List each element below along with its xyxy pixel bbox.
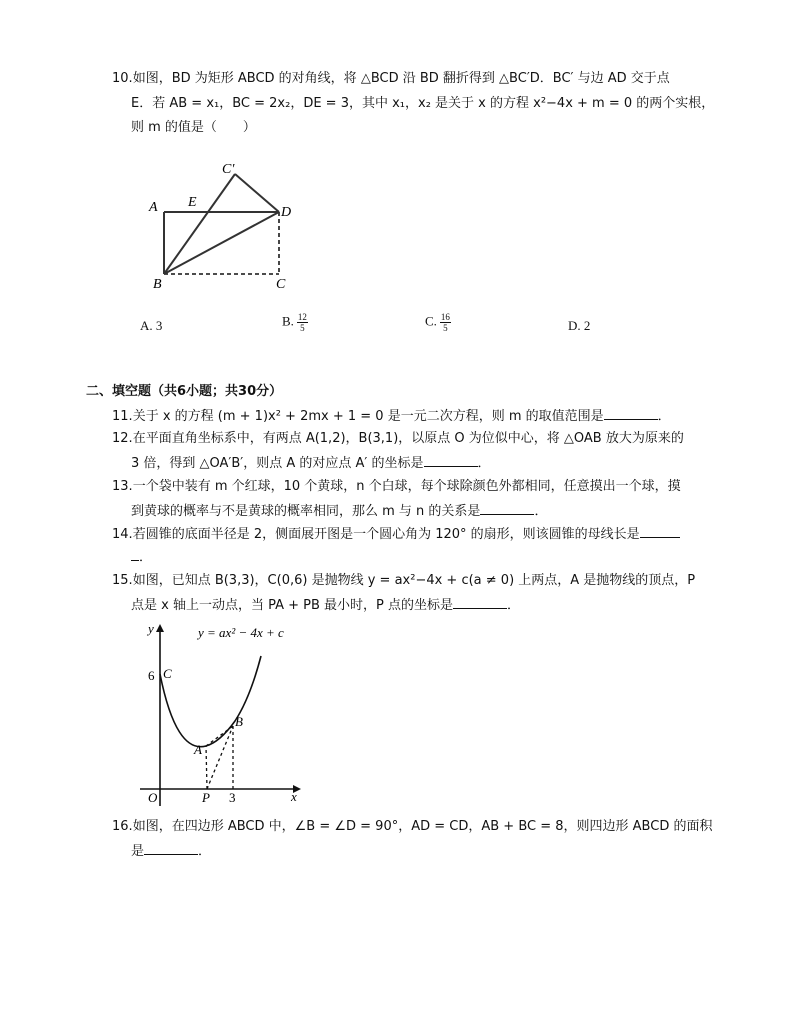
- q16-text-1: 如图，在四边形 ABCD 中，∠B = ∠D = 90°，AD = CD，AB + BC = 8，则四边形 ABCD 的面积: [132, 819, 713, 834]
- q14-line-2: [131, 548, 152, 567]
- q16-answer-blank: [144, 842, 198, 855]
- point-A-label: A: [194, 742, 202, 757]
- y-axis-label: y: [148, 621, 154, 636]
- q12-text-1: 在平面直角坐标系中，有两点 A(1,2)，B(3,1)，以原点 O 为位似中心，将 △OAB 放大为原来的: [132, 431, 684, 446]
- option-d-letter: D.: [568, 318, 581, 333]
- q13-line-1: [112, 478, 681, 496]
- q14-number: 14.: [112, 527, 133, 542]
- q13-text-2: 到黄球的概率与不是黄球的概率相同，那么 m 与 n 的关系是: [131, 504, 481, 519]
- point-B-label: B: [235, 714, 243, 729]
- q13-line-2: [131, 502, 547, 521]
- option-a-letter: A.: [140, 318, 153, 333]
- q14-answer-blank-cont: [131, 548, 139, 561]
- x-tick-3: 3: [229, 790, 236, 805]
- q10-option-b: [282, 312, 308, 333]
- q12-line-1: [112, 430, 684, 448]
- q15-number: 15.: [112, 573, 133, 588]
- q10-line-1: [112, 70, 670, 88]
- dashed-PB: [207, 726, 233, 789]
- label-B: B: [153, 277, 162, 292]
- label-D: D: [281, 205, 292, 220]
- q15-graph: [140, 618, 320, 810]
- q16-text-2: 是: [131, 844, 145, 859]
- q15-line-2: [131, 596, 520, 615]
- label-C: C: [276, 277, 286, 292]
- graph-equation: y = ax² − 4x + c: [198, 625, 284, 640]
- segment-CprimeD: [235, 174, 279, 212]
- q12-answer-blank: [424, 454, 478, 467]
- option-c-letter: C.: [425, 313, 437, 329]
- option-b-letter: B.: [282, 313, 294, 329]
- option-a-value: 3: [155, 318, 163, 333]
- q16-end: ．: [198, 844, 212, 859]
- parabola-curve: [160, 656, 261, 747]
- q15-end: ．: [507, 598, 521, 613]
- point-P-label: P: [202, 790, 210, 805]
- q13-text-1: 一个袋中装有 m 个红球，10 个黄球，n 个白球，每个球除颜色外都相同，任意摸出一个球，摸: [132, 479, 681, 494]
- q10-option-c: [425, 312, 451, 333]
- q11-number: 11.: [112, 409, 133, 424]
- q15-text-1: 如图，已知点 B(3,3)，C(0,6) 是抛物线 y = ax²−4x + c(a ≠ 0) 上两点，A 是抛物线的顶点，P: [132, 573, 696, 588]
- q16-line-1: [112, 818, 712, 836]
- y-tick-6: 6: [148, 668, 155, 683]
- q10-text-1: 如图，BD 为矩形 ABCD 的对角线，将 △BCD 沿 BD 翻折得到 △BC′D．BC′ 与边 AD 交于点: [132, 71, 670, 86]
- segment-BD: [164, 212, 279, 274]
- dashed-PA: [206, 746, 207, 789]
- point-C-label: C: [163, 666, 172, 681]
- q12-end: ．: [477, 456, 491, 471]
- q12-number: 12.: [112, 431, 133, 446]
- q13-answer-blank: [480, 502, 534, 515]
- q14-text-2: ．: [139, 550, 153, 565]
- label-Cprime: C′: [222, 162, 235, 177]
- q10-number: 10.: [112, 71, 133, 86]
- q10-figure: [140, 155, 310, 295]
- q10-text-2: E．若 AB = x₁，BC = 2x₂，DE = 3，其中 x₁，x₂ 是关于 x 的方程 x²−4x + m = 0 的两个实根，: [131, 96, 715, 111]
- y-axis-arrow-icon: [156, 624, 164, 632]
- q14-line-1: [112, 525, 680, 544]
- q15-answer-blank: [453, 596, 507, 609]
- q13-number: 13.: [112, 479, 133, 494]
- q10-option-a: [140, 318, 162, 334]
- q10-text-3: 则 m 的值是（ ）: [131, 120, 256, 135]
- q14-text-1: 若圆锥的底面半径是 2，侧面展开图是一个圆心角为 120° 的扇形，则该圆锥的母线长是: [132, 527, 640, 542]
- q11-text: 关于 x 的方程 (m + 1)x² + 2mx + 1 = 0 是一元二次方程，则 m 的取值范围是: [132, 409, 604, 424]
- section-title: 二、填空题（共6小题；共30分）: [86, 384, 283, 399]
- q13-end: ．: [534, 504, 548, 519]
- q12-line-2: [131, 454, 491, 473]
- q15-text-2: 点是 x 轴上一动点，当 PA + PB 最小时，P 点的坐标是: [131, 598, 454, 613]
- q14-answer-blank: [640, 525, 680, 538]
- q11-line: [112, 407, 671, 426]
- option-d-value: 2: [583, 318, 591, 333]
- segment-BCprime: [164, 174, 235, 274]
- label-A: A: [149, 200, 158, 215]
- q15-line-1: [112, 572, 695, 590]
- x-axis-label: x: [291, 789, 297, 804]
- q12-text-2: 3 倍，得到 △OA′B′，则点 A 的对应点 A′ 的坐标是: [131, 456, 424, 471]
- q16-number: 16.: [112, 819, 133, 834]
- q16-line-2: [131, 842, 211, 861]
- q10-option-d: [568, 318, 590, 334]
- origin-label: O: [148, 790, 158, 805]
- option-c-fraction: $\frac{16}{5}$: [440, 312, 450, 333]
- option-b-fraction: $\frac{12}{5}$: [297, 312, 307, 333]
- q11-answer-blank: [604, 407, 658, 420]
- label-E: E: [188, 195, 197, 210]
- q11-end: ．: [657, 409, 671, 424]
